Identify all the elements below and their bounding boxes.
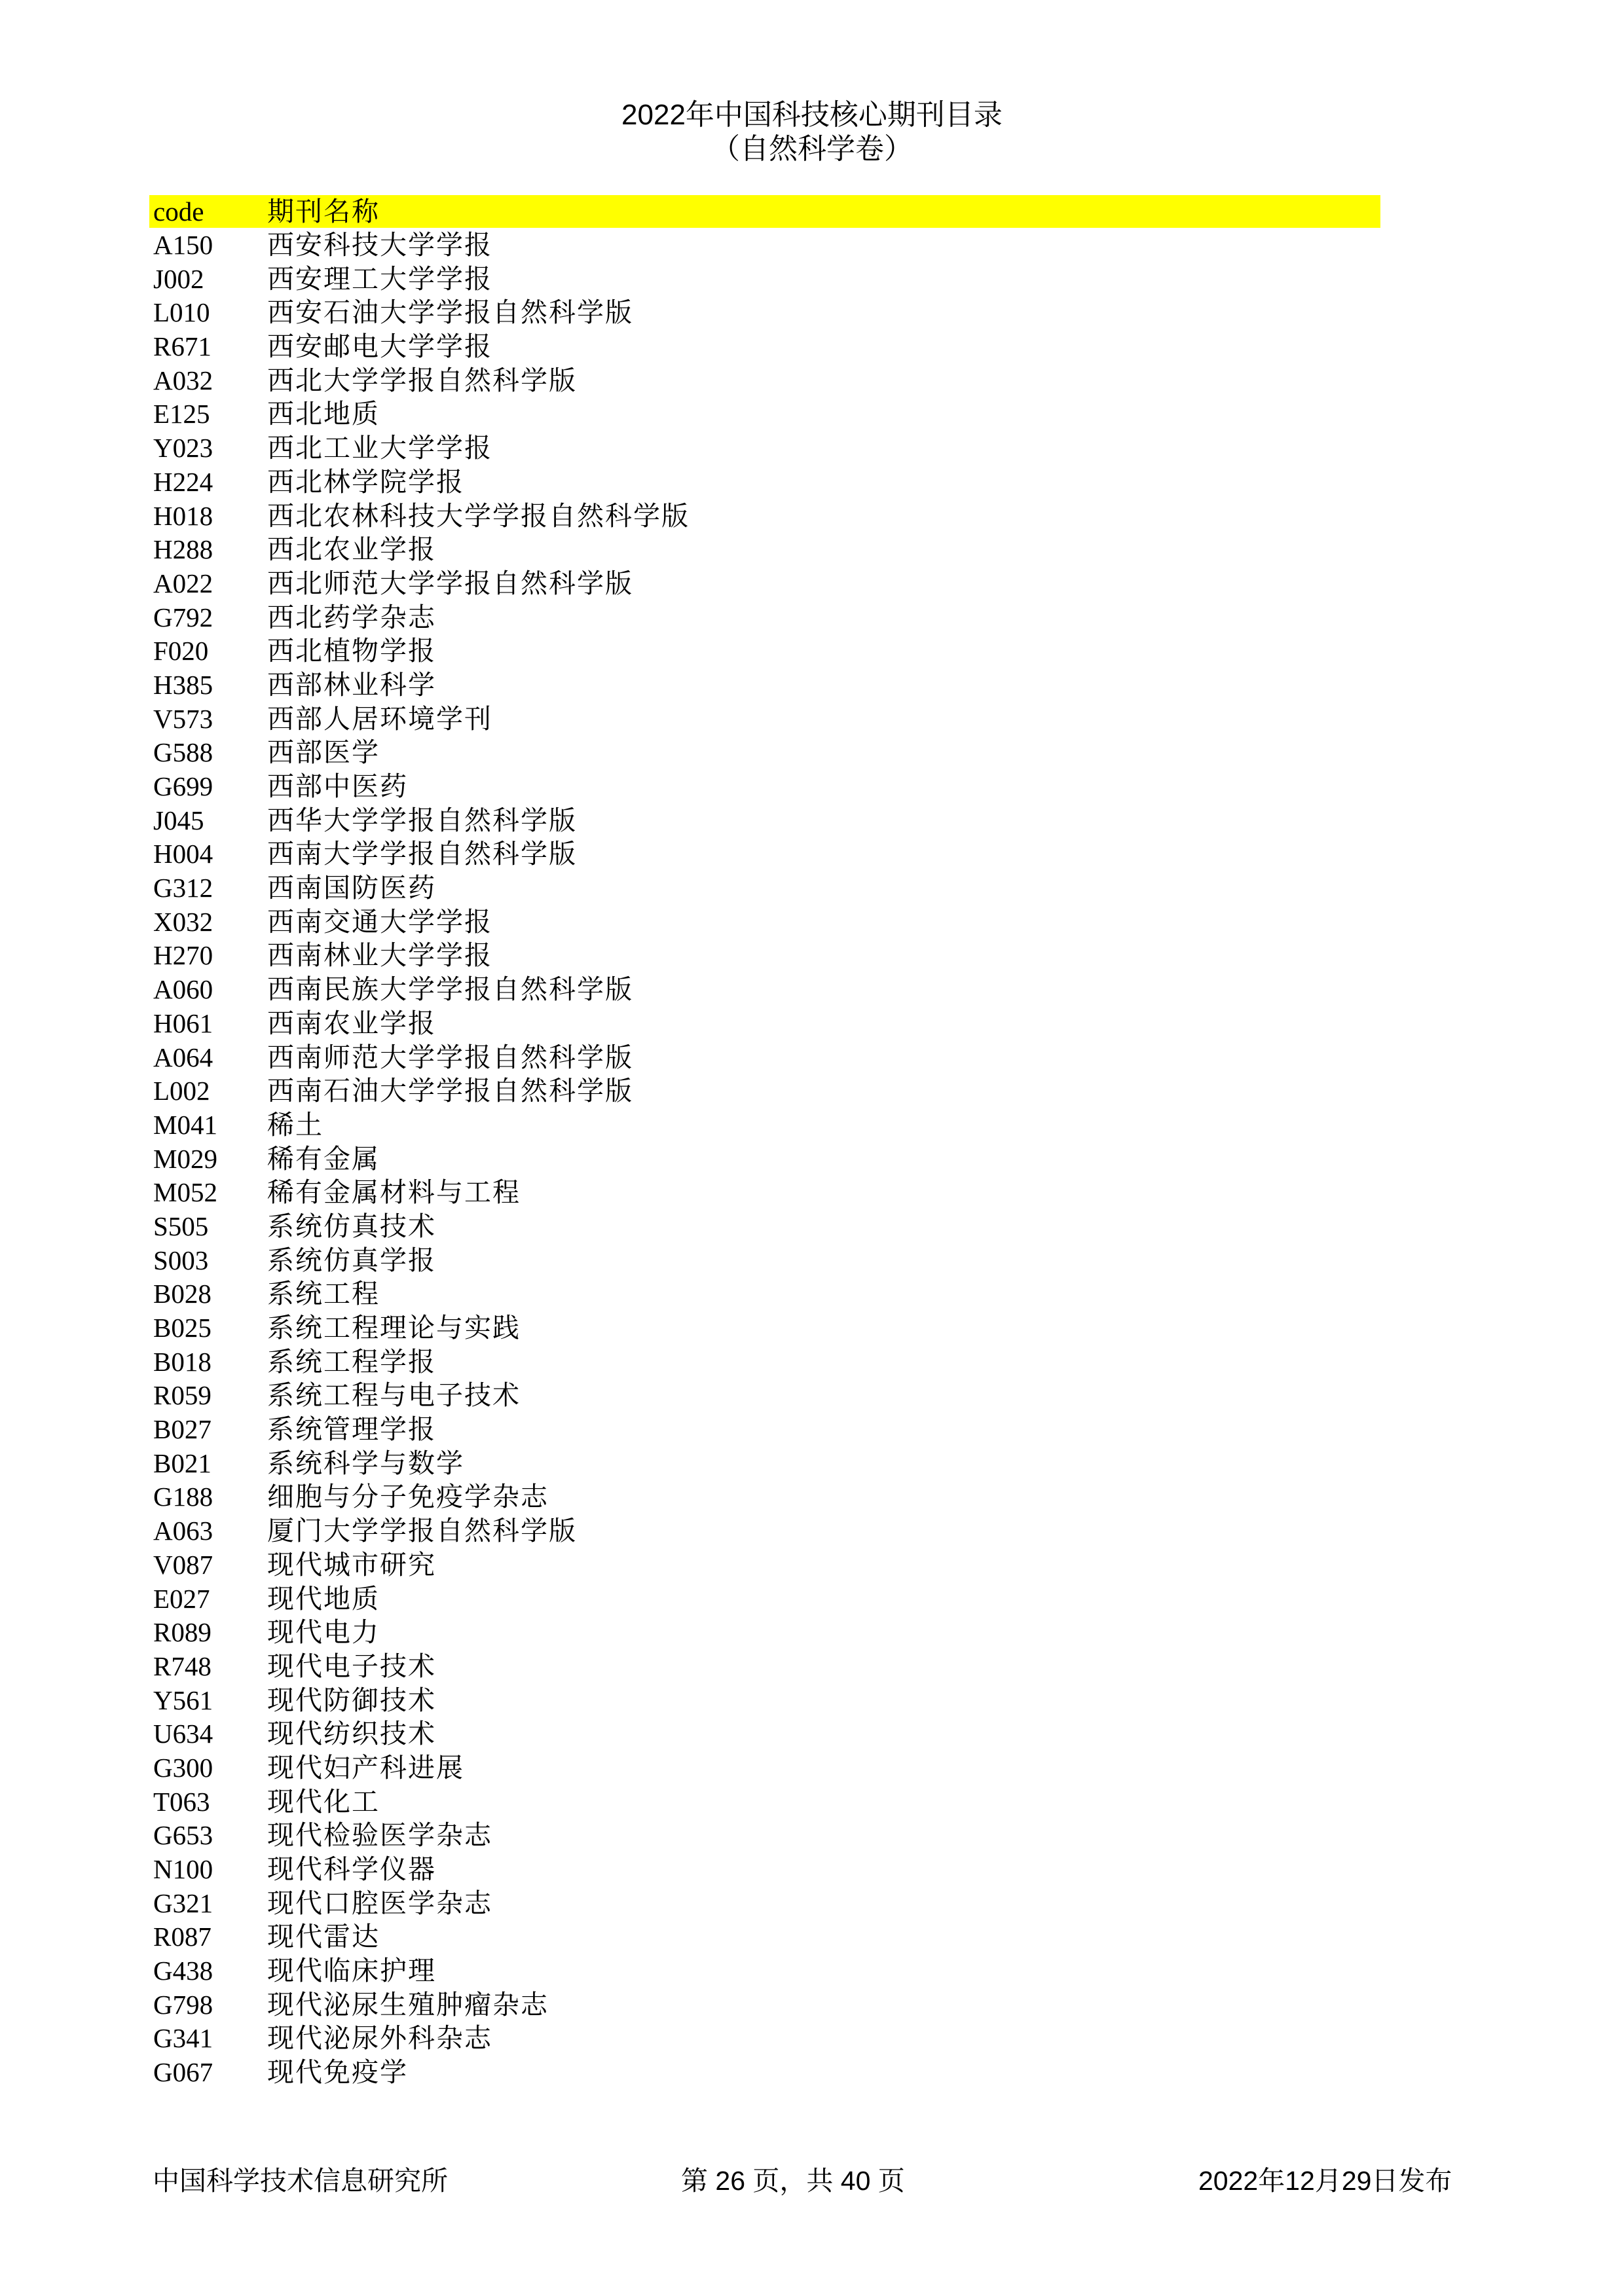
table-row xyxy=(149,363,1380,397)
journal-code: H004 xyxy=(153,839,213,869)
journal-name: 西南农业学报 xyxy=(267,1008,436,1038)
journal-name: 系统工程与电子技术 xyxy=(267,1380,521,1411)
table-row xyxy=(149,1920,1380,1954)
table-row xyxy=(149,397,1380,431)
journal-code: E027 xyxy=(153,1583,210,1614)
journal-name: 系统仿真技术 xyxy=(267,1211,436,1241)
column-header-name: 期刊名称 xyxy=(267,196,380,227)
document-title: 2022年中国科技核心期刊目录 xyxy=(621,99,1003,131)
table-row xyxy=(149,702,1380,736)
journal-name: 系统工程 xyxy=(267,1279,380,1309)
journal-code: R748 xyxy=(153,1650,212,1681)
document-subtitle: （自然科学卷） xyxy=(711,133,913,165)
journal-code: F020 xyxy=(153,636,209,666)
table-row xyxy=(149,905,1380,939)
table-row xyxy=(149,228,1380,262)
journal-code: B021 xyxy=(153,1448,212,1478)
footer-publisher: 中国科学技术信息研究所 xyxy=(153,2166,448,2196)
journal-name: 西北药学杂志 xyxy=(267,602,436,632)
table-row xyxy=(149,1345,1380,1379)
journal-table xyxy=(149,195,1380,2089)
table-row xyxy=(149,735,1380,769)
journal-name: 现代地质 xyxy=(267,1583,380,1614)
journal-name: 西北大学学报自然科学版 xyxy=(267,365,577,395)
journal-name: 现代临床护理 xyxy=(267,1956,436,1986)
journal-code: M052 xyxy=(153,1177,217,1208)
table-row xyxy=(149,972,1380,1006)
table-row xyxy=(149,1548,1380,1582)
journal-code: G798 xyxy=(153,1989,213,2020)
table-row xyxy=(149,1108,1380,1142)
journal-code: S003 xyxy=(153,1245,209,1275)
column-header-code: code xyxy=(153,196,204,227)
journal-code: G792 xyxy=(153,602,213,632)
table-row xyxy=(149,837,1380,871)
journal-code: T063 xyxy=(153,1786,210,1817)
table-row xyxy=(149,1582,1380,1616)
journal-name: 西华大学学报自然科学版 xyxy=(267,805,577,835)
table-row xyxy=(149,1751,1380,1785)
journal-name: 现代电力 xyxy=(267,1617,380,1648)
journal-code: B028 xyxy=(153,1279,212,1309)
journal-name: 西南国防医药 xyxy=(267,873,436,903)
journal-code: E125 xyxy=(153,399,210,429)
journal-code: G067 xyxy=(153,2057,213,2088)
journal-name: 现代妇产科进展 xyxy=(267,1752,464,1783)
journal-code: N100 xyxy=(153,1854,213,1884)
table-row xyxy=(149,1209,1380,1243)
journal-name: 西南石油大学学报自然科学版 xyxy=(267,1076,633,1106)
journal-code: U634 xyxy=(153,1719,213,1749)
journal-code: G300 xyxy=(153,1752,213,1783)
table-row xyxy=(149,938,1380,972)
table-header-row xyxy=(149,195,1380,228)
journal-name: 现代电子技术 xyxy=(267,1650,436,1681)
journal-name: 西南林业大学学报 xyxy=(267,940,492,971)
table-row xyxy=(149,668,1380,702)
journal-code: M029 xyxy=(153,1143,217,1174)
table-body xyxy=(149,228,1380,2089)
journal-name: 现代检验医学杂志 xyxy=(267,1820,492,1851)
journal-code: L010 xyxy=(153,297,210,328)
table-row xyxy=(149,1277,1380,1311)
journal-code: H224 xyxy=(153,466,213,497)
journal-code: A032 xyxy=(153,365,213,395)
journal-name: 西安科技大学学报 xyxy=(267,230,492,260)
table-row xyxy=(149,1175,1380,1209)
footer-page-info: 第 26 页，共 40 页 xyxy=(681,2166,905,2196)
journal-name: 现代雷达 xyxy=(267,1922,380,1952)
table-row xyxy=(149,803,1380,837)
table-row xyxy=(149,295,1380,329)
journal-name: 西北师范大学学报自然科学版 xyxy=(267,568,633,598)
table-row xyxy=(149,1818,1380,1852)
journal-code: H018 xyxy=(153,500,213,531)
journal-code: A064 xyxy=(153,1042,213,1072)
table-row xyxy=(149,1785,1380,1819)
table-row xyxy=(149,634,1380,668)
journal-name: 西部林业科学 xyxy=(267,669,436,700)
journal-name: 系统仿真学报 xyxy=(267,1245,436,1275)
journal-name: 西北林学院学报 xyxy=(267,466,464,497)
journal-name: 现代口腔医学杂志 xyxy=(267,1887,492,1918)
journal-name: 西南师范大学学报自然科学版 xyxy=(267,1042,633,1072)
table-row xyxy=(149,1886,1380,1920)
journal-code: H385 xyxy=(153,669,213,700)
table-row xyxy=(149,1142,1380,1176)
journal-name: 稀土 xyxy=(267,1109,323,1140)
table-row xyxy=(149,1412,1380,1446)
journal-code: A063 xyxy=(153,1516,213,1546)
journal-code: V573 xyxy=(153,703,213,734)
journal-code: S505 xyxy=(153,1211,209,1241)
table-row xyxy=(149,2021,1380,2055)
journal-name: 西北农林科技大学学报自然科学版 xyxy=(267,500,690,531)
journal-name: 现代纺织技术 xyxy=(267,1719,436,1749)
journal-name: 稀有金属 xyxy=(267,1143,380,1174)
journal-code: Y561 xyxy=(153,1685,213,1715)
table-row xyxy=(149,769,1380,803)
journal-code: R671 xyxy=(153,331,212,362)
table-row xyxy=(149,1717,1380,1751)
table-row xyxy=(149,1852,1380,1886)
journal-code: J045 xyxy=(153,805,204,835)
journal-name: 现代泌尿生殖肿瘤杂志 xyxy=(267,1989,549,2020)
table-row xyxy=(149,1446,1380,1480)
journal-code: A060 xyxy=(153,974,213,1005)
journal-code: H270 xyxy=(153,940,213,971)
table-row xyxy=(149,1988,1380,2022)
journal-code: G188 xyxy=(153,1482,213,1512)
journal-code: G438 xyxy=(153,1956,213,1986)
journal-code: V087 xyxy=(153,1549,213,1580)
journal-code: G321 xyxy=(153,1887,213,1918)
journal-name: 西北工业大学学报 xyxy=(267,433,492,464)
table-row xyxy=(149,600,1380,634)
journal-name: 西南交通大学学报 xyxy=(267,906,492,937)
journal-code: R087 xyxy=(153,1922,212,1952)
table-row xyxy=(149,1311,1380,1345)
journal-name: 西安理工大学学报 xyxy=(267,263,492,294)
journal-name: 西北地质 xyxy=(267,399,380,429)
journal-name: 现代防御技术 xyxy=(267,1685,436,1715)
journal-name: 西北农业学报 xyxy=(267,534,436,565)
table-row xyxy=(149,465,1380,499)
journal-name: 系统工程理论与实践 xyxy=(267,1313,521,1343)
table-row xyxy=(149,329,1380,363)
journal-name: 西部医学 xyxy=(267,737,380,768)
journal-name: 现代城市研究 xyxy=(267,1549,436,1580)
table-row xyxy=(149,431,1380,465)
table-row xyxy=(149,1683,1380,1717)
journal-name: 西安石油大学学报自然科学版 xyxy=(267,297,633,328)
journal-code: B018 xyxy=(153,1346,212,1377)
table-row xyxy=(149,2055,1380,2089)
journal-name: 西部中医药 xyxy=(267,771,408,801)
table-row xyxy=(149,1006,1380,1040)
table-row xyxy=(149,532,1380,566)
table-row xyxy=(149,1514,1380,1548)
journal-code: G341 xyxy=(153,2023,213,2054)
journal-name: 西南大学学报自然科学版 xyxy=(267,839,577,869)
table-row xyxy=(149,1954,1380,1988)
journal-name: 西部人居环境学刊 xyxy=(267,703,492,734)
table-row xyxy=(149,566,1380,600)
journal-code: G312 xyxy=(153,873,213,903)
journal-name: 细胞与分子免疫学杂志 xyxy=(267,1482,549,1512)
journal-code: B027 xyxy=(153,1414,212,1445)
journal-code: J002 xyxy=(153,263,204,294)
journal-name: 现代泌尿外科杂志 xyxy=(267,2023,492,2054)
table-row xyxy=(149,1040,1380,1074)
table-row xyxy=(149,1480,1380,1514)
journal-code: A150 xyxy=(153,230,213,260)
journal-name: 西安邮电大学学报 xyxy=(267,331,492,362)
table-row xyxy=(149,1243,1380,1277)
journal-code: R089 xyxy=(153,1617,212,1648)
journal-name: 现代化工 xyxy=(267,1786,380,1817)
table-row xyxy=(149,871,1380,905)
journal-code: G588 xyxy=(153,737,213,768)
journal-code: H288 xyxy=(153,534,213,565)
footer-release-date: 2022年12月29日发布 xyxy=(1198,2166,1452,2196)
table-row xyxy=(149,1378,1380,1412)
journal-code: R059 xyxy=(153,1380,212,1411)
journal-code: G699 xyxy=(153,771,213,801)
journal-code: L002 xyxy=(153,1076,210,1106)
journal-code: Y023 xyxy=(153,433,213,464)
journal-code: A022 xyxy=(153,568,213,598)
journal-code: X032 xyxy=(153,906,213,937)
journal-name: 稀有金属材料与工程 xyxy=(267,1177,521,1208)
table-row xyxy=(149,1615,1380,1649)
journal-code: H061 xyxy=(153,1008,213,1038)
journal-name: 西北植物学报 xyxy=(267,636,436,666)
journal-code: M041 xyxy=(153,1109,217,1140)
journal-name: 现代免疫学 xyxy=(267,2057,408,2088)
table-row xyxy=(149,499,1380,533)
journal-name: 厦门大学学报自然科学版 xyxy=(267,1516,577,1546)
journal-name: 系统科学与数学 xyxy=(267,1448,464,1478)
journal-code: B025 xyxy=(153,1313,212,1343)
journal-code: G653 xyxy=(153,1820,213,1851)
table-row xyxy=(149,1074,1380,1108)
journal-name: 系统管理学报 xyxy=(267,1414,436,1445)
table-row xyxy=(149,1649,1380,1683)
journal-name: 现代科学仪器 xyxy=(267,1854,436,1884)
journal-name: 系统工程学报 xyxy=(267,1346,436,1377)
table-row xyxy=(149,262,1380,296)
journal-name: 西南民族大学学报自然科学版 xyxy=(267,974,633,1005)
